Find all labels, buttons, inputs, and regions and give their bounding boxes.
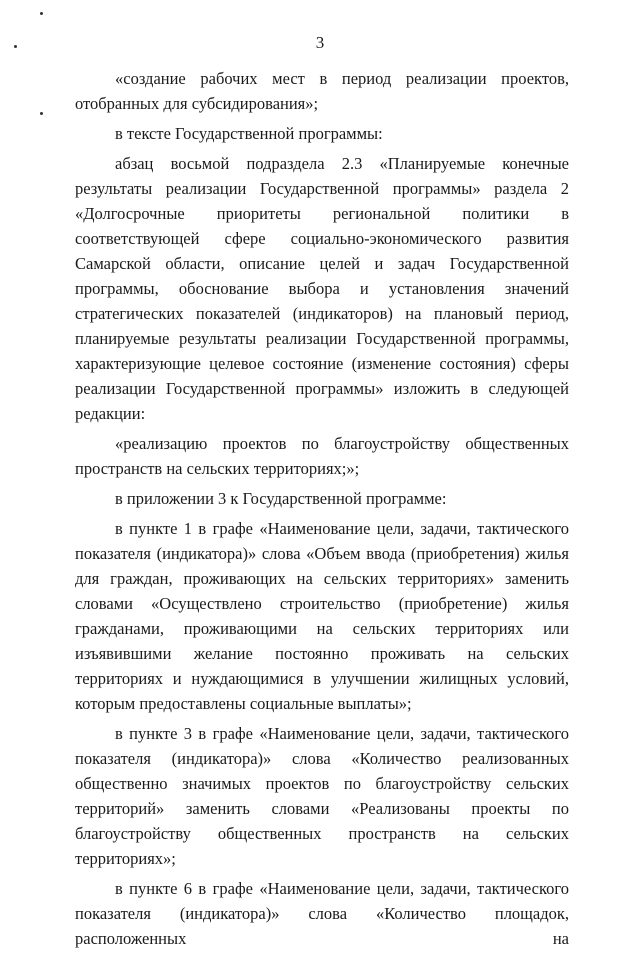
document-body	[75, 66, 569, 956]
paragraph: в пункте 1 в графе «Наименование цели, задачи, тактического показателя (индикатора)» слова «Объем ввода (приобретения) жилья для граждан, проживающих на сельских территориях» заменить словами «Осуществлено строительство (приобретение) жилья гражданами, проживающими на сельских территориях или изъявившими желание постоянно проживать на сельских территориях и нуждающимися в улучшении жилищных условий, которым предоставлены социальные выплаты»;	[75, 519, 569, 713]
paragraph: в приложении 3 к Государственной программе:	[115, 489, 447, 508]
scan-speck	[40, 12, 43, 15]
paragraph: в пункте 6 в графе «Наименование цели, задачи, тактического показателя (индикатора)» слова «Количество площадок, расположенных на	[75, 879, 569, 948]
paragraph: абзац восьмой подраздела 2.3 «Планируемые конечные результаты реализации Государственной программы» раздела 2 «Долгосрочные приоритеты региональной политики в соответствующей сфере социально-экономического развития Самарской области, описание целей и задач Государственной программы, обоснование выбора и установления значений стратегических показателей (индикаторов) на плановый период, планируемые результаты реализации Государственной программы, характеризующие целевое состояние (изменение состояния) сферы реализации Государственной программы» изложить в следующей редакции:	[75, 154, 569, 423]
paragraph: «создание рабочих мест в период реализации проектов, отобранных для субсидирования»;	[75, 69, 569, 113]
paragraph: в пункте 3 в графе «Наименование цели, задачи, тактического показателя (индикатора)» слова «Количество реализованных общественно значимых проектов по благоустройству сельских территорий» заменить словами «Реализованы проекты по благоустройству общественных пространств на сельских территориях»;	[75, 724, 569, 868]
page-number: 3	[315, 33, 325, 52]
scan-speck	[40, 112, 43, 115]
paragraph: в тексте Государственной программы:	[115, 124, 383, 143]
paragraph: «реализацию проектов по благоустройству общественных пространств на сельских территориях;»;	[75, 434, 569, 478]
